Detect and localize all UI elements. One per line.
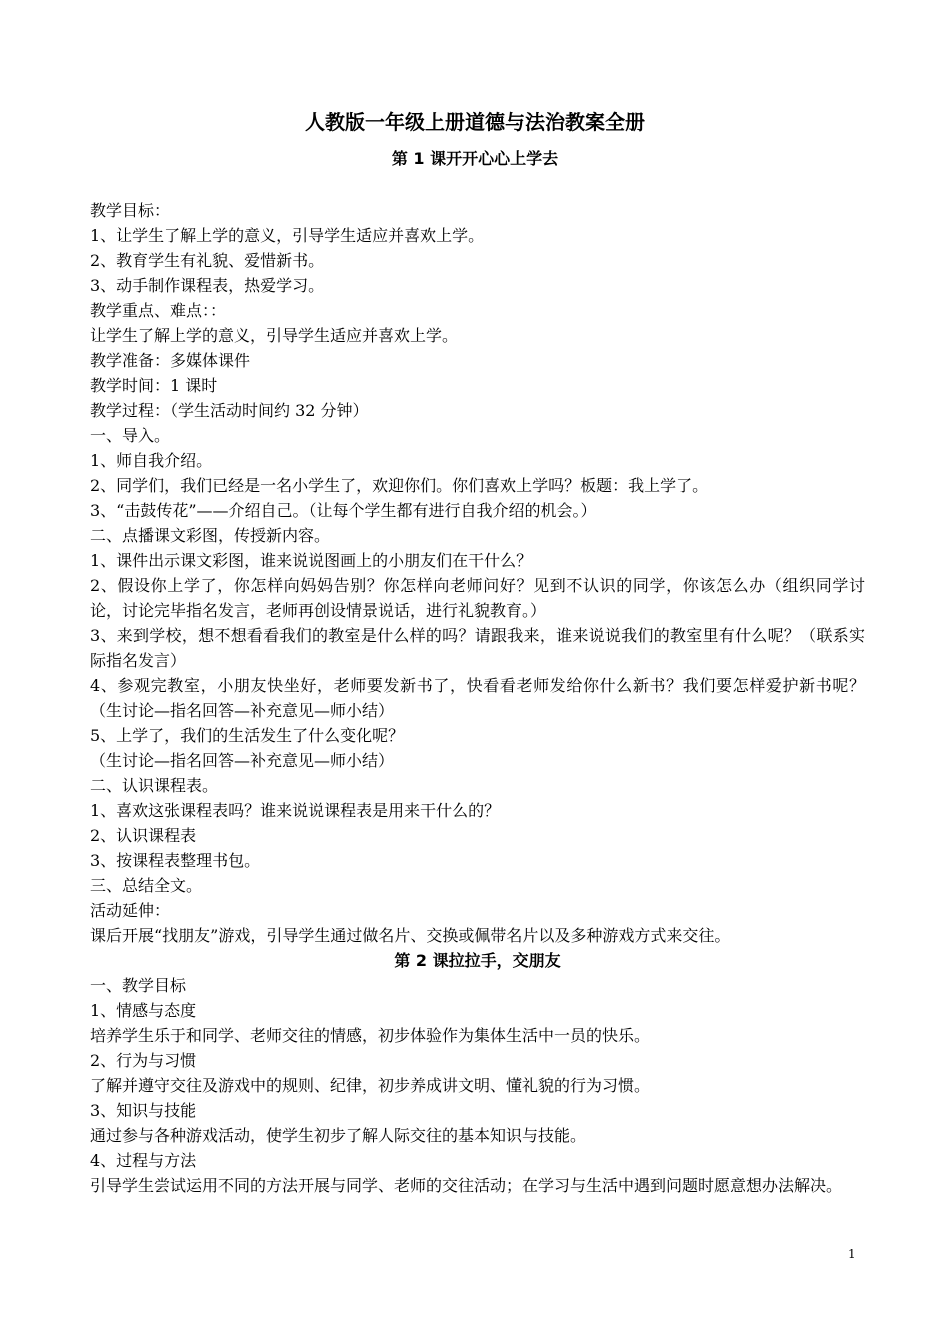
- text-line: （生讨论—指名回答—补充意见—师小结）: [90, 751, 395, 770]
- text-line: 了解并遵守交往及游戏中的规则、纪律，初步养成讲文明、懂礼貌的行为习惯。: [90, 1076, 651, 1095]
- text-line: 三、总结全文。: [90, 876, 203, 895]
- text-line: 1、情感与态度: [90, 1001, 197, 1020]
- text-line: 2、行为与习惯: [90, 1051, 197, 1070]
- text-line: 4、过程与方法: [90, 1151, 197, 1170]
- text-line: 教学重点、难点：：: [90, 301, 227, 320]
- text-line: 3、“击鼓传花”——介绍自己。（让每个学生都有进行自我介绍的机会。）: [90, 501, 597, 520]
- text-line: 2、教育学生有礼貌、爱惜新书。: [90, 251, 325, 270]
- lesson-1-title: 第 1 课开开心心上学去: [391, 149, 559, 168]
- document-body: [90, 198, 865, 1198]
- lesson-2-title: 第 2 课拉拉手，交朋友: [394, 951, 561, 970]
- text-line: 教学时间：1 课时: [90, 376, 218, 395]
- text-line: 教学目标：: [90, 201, 171, 220]
- text-paragraph: 4、参观完教室，小朋友快坐好，老师要发新书了，快看看老师发给你什么新书？我们要怎样爱护新书呢？（生讨论—指名回答—补充意见—师小结）: [90, 676, 865, 720]
- text-line: 教学准备：多媒体课件: [90, 351, 251, 370]
- text-line: 活动延伸：: [90, 901, 171, 920]
- text-line: 3、按课程表整理书包。: [90, 851, 261, 870]
- text-line: 5、上学了，我们的生活发生了什么变化呢？: [90, 726, 405, 745]
- text-line: 1、师自我介绍。: [90, 451, 213, 470]
- text-line: 3、知识与技能: [90, 1101, 197, 1120]
- document-title: 人教版一年级上册道德与法治教案全册: [305, 110, 645, 134]
- text-line: 1、喜欢这张课程表吗？谁来说说课程表是用来干什么的？: [90, 801, 501, 820]
- text-line: 课后开展“找朋友”游戏，引导学生通过做名片、交换或佩带名片以及多种游戏方式来交往。: [90, 926, 731, 945]
- text-line: 一、导入。: [90, 426, 171, 445]
- text-line: 1、让学生了解上学的意义，引导学生适应并喜欢上学。: [90, 226, 485, 245]
- page-number: 1: [848, 1247, 856, 1261]
- text-line: 3、动手制作课程表，热爱学习。: [90, 276, 325, 295]
- text-line: 教学过程：（学生活动时间约 32 分钟）: [90, 401, 369, 420]
- text-line: 培养学生乐于和同学、老师交往的情感，初步体验作为集体生活中一员的快乐。: [90, 1026, 651, 1045]
- text-line: 2、同学们，我们已经是一名小学生了，欢迎你们。你们喜欢上学吗？板题：我上学了。: [90, 476, 709, 495]
- text-line: 二、认识课程表。: [90, 776, 219, 795]
- text-line: 二、点播课文彩图，传授新内容。: [90, 526, 331, 545]
- text-line: 让学生了解上学的意义，引导学生适应并喜欢上学。: [90, 326, 459, 345]
- text-line: 2、认识课程表: [90, 826, 197, 845]
- text-paragraph: 3、来到学校，想不想看看我们的教室是什么样的吗？请跟我来，谁来说说我们的教室里有什么呢？（联系实际指名发言）: [90, 626, 865, 670]
- text-line: 一、教学目标: [90, 976, 187, 995]
- text-paragraph: 2、假设你上学了，你怎样向妈妈告别？你怎样向老师问好？见到不认识的同学，你该怎么办（组织同学讨论，讨论完毕指名发言，老师再创设情景说话，进行礼貌教育。）: [90, 576, 865, 620]
- text-paragraph: 引导学生尝试运用不同的方法开展与同学、老师的交往活动；在学习与生活中遇到问题时愿意想办法解决。: [90, 1176, 843, 1195]
- text-line: 通过参与各种游戏活动，使学生初步了解人际交往的基本知识与技能。: [90, 1126, 587, 1145]
- text-line: 1、课件出示课文彩图，谁来说说图画上的小朋友们在干什么？: [90, 551, 533, 570]
